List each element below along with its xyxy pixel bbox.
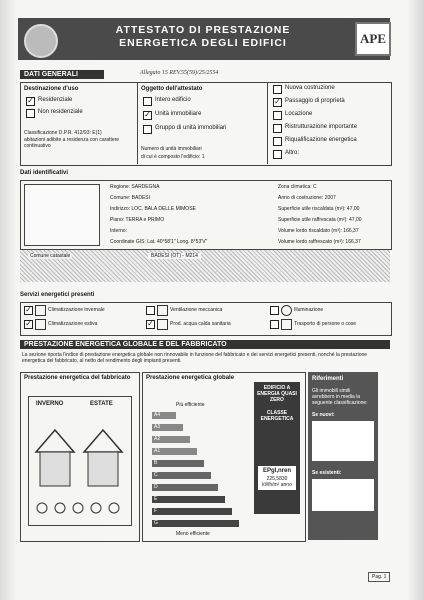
illuminazione-label: Illuminazione <box>294 307 324 313</box>
prestazione-title: PRESTAZIONE ENERGETICA GLOBALE E DEL FABBRICATO <box>20 340 390 349</box>
ape-logo: APE <box>355 22 391 56</box>
meno-efficiente-label: Meno efficiente <box>176 531 210 537</box>
classe-label: CLASSE ENERGETICA <box>260 410 294 422</box>
superficie-riscaldata: Superficie utile riscaldata (m²): 47,00 <box>278 206 360 212</box>
zona-climatica: Zona climatica: C <box>278 184 317 190</box>
oggetto-title: Oggetto dell'attestato <box>141 86 203 92</box>
header-band <box>18 18 390 60</box>
snowflake-icon <box>35 319 46 330</box>
region-logo-icon <box>24 24 58 58</box>
destinazione-title: Destinazione d'uso <box>24 86 79 92</box>
classificazione-note: abitazioni adibite a residenza con carattere continuativo <box>24 137 120 149</box>
acqua-calda-checkbox[interactable]: ✓ <box>147 319 154 328</box>
elevator-icon <box>281 319 292 330</box>
gruppo-unita-label: Gruppo di unità immobiliari <box>155 125 227 131</box>
riferimenti-text: Gli immobili simili avrebbero in media la seguente classificazione: <box>312 387 368 406</box>
locazione-label: Locazione <box>285 111 313 117</box>
piano: Piano: TERRA e PRIMO <box>110 217 165 223</box>
ristrutturazione-label: Ristrutturazione importante <box>285 124 358 130</box>
rating-faces-icon <box>37 503 119 513</box>
unita-immobiliare-label: Unità immobiliare <box>155 111 202 117</box>
classe-panel <box>254 382 300 514</box>
ventilazione-label: Ventilazione meccanica <box>170 307 223 313</box>
anno-costruzione: Anno di costruzione: 2007 <box>278 195 336 201</box>
house-pictograms <box>30 412 128 522</box>
trasporto-checkbox[interactable] <box>270 320 279 329</box>
se-nuovi-label: Se nuovi: <box>312 411 335 418</box>
servizi-title: Servizi energetici presenti <box>20 292 95 298</box>
fabbricato-title: Prestazione energetica del fabbricato <box>24 375 131 381</box>
riferimenti-title: Riferimenti <box>312 376 344 382</box>
globale-title: Prestazione energetica globale <box>146 375 235 381</box>
indirizzo: Indirizzo: LOC. BALA DELLE MIMOSE <box>110 206 196 212</box>
divider <box>137 82 138 164</box>
clim-invernale-checkbox[interactable]: ✓ <box>25 305 32 314</box>
certificate-title <box>73 24 333 50</box>
document-code: Allegato 15 REV.55(59)/25/2554 <box>140 70 219 76</box>
altro-label: Altro: <box>285 150 300 156</box>
se-esistenti-value <box>312 479 374 511</box>
residenziale-checkbox[interactable]: ✓ <box>27 96 34 105</box>
riqualificazione-checkbox[interactable] <box>273 137 282 146</box>
title-line1: ATTESTATO DI PRESTAZIONE <box>115 24 291 36</box>
title-line2: ENERGETICA DEGLI EDIFICI <box>119 37 287 49</box>
ristrutturazione-checkbox[interactable] <box>273 124 282 133</box>
passaggio-proprieta-checkbox[interactable]: ✓ <box>274 97 281 106</box>
radiator-icon <box>35 305 46 316</box>
unita-immobiliare-checkbox[interactable]: ✓ <box>144 110 151 119</box>
energy-class-bar-a4: A4 <box>152 412 176 419</box>
photo-placeholder <box>24 184 100 246</box>
energy-class-bar-d: D <box>152 484 218 491</box>
clim-estiva-label: Climatizzazione estiva <box>48 321 98 327</box>
summer-house-icon <box>84 430 122 486</box>
nuova-costruzione-checkbox[interactable] <box>273 85 282 94</box>
comune-catastale: BADESI (OT) - M214 <box>148 253 201 259</box>
edificio-label: EDIFICIO A ENERGIA QUASI ZERO <box>257 385 297 403</box>
se-esistenti-label: Se esistenti: <box>312 469 342 476</box>
ep-value: 225,5830 <box>266 475 288 482</box>
ep-unit: kWh/m² anno <box>262 481 292 488</box>
dati-generali-title: DATI GENERALI <box>20 70 104 79</box>
riferimenti-panel <box>308 372 378 540</box>
residenziale-label: Residenziale <box>38 97 73 103</box>
altro-checkbox[interactable] <box>273 150 282 159</box>
se-nuovi-value <box>312 421 374 461</box>
passaggio-proprieta-label: Passaggio di proprietà <box>285 98 345 104</box>
energy-class-bar-f: F <box>152 508 232 515</box>
gruppo-unita-checkbox[interactable] <box>143 125 152 134</box>
volume-riscaldato: Volume lordo riscaldato (m³): 166,37 <box>278 228 359 234</box>
fan-icon <box>157 305 168 316</box>
catasto-grid <box>20 250 390 282</box>
acqua-calda-label: Prod. acqua calda sanitaria <box>170 321 231 327</box>
comune: Comune: BADESI <box>110 195 151 201</box>
volume-raffrescato: Volume lordo raffrescato (m³): 166,37 <box>278 239 361 245</box>
non-residenziale-checkbox[interactable] <box>26 109 35 118</box>
numero-unita2: di cui è composto l'edificio: 1 <box>141 154 205 160</box>
numero-unita: Numero di unità immobiliari <box>141 146 202 152</box>
piu-efficiente-label: Più efficiente <box>176 402 205 408</box>
coordinate: Coordinate GIS: Lat. 40°58'1" Long. 8°53'V" <box>110 239 208 245</box>
nuova-costruzione-label: Nuova costruzione <box>285 85 335 91</box>
energy-class-bar-a3: A3 <box>152 424 183 431</box>
illuminazione-checkbox[interactable] <box>270 306 279 315</box>
locazione-checkbox[interactable] <box>273 111 282 120</box>
energy-class-bar-g: G <box>152 520 239 527</box>
dati-identificativi-title: Dati identificativi <box>20 170 69 176</box>
intero-edificio-checkbox[interactable] <box>143 97 152 106</box>
energy-class-bar-a2: A2 <box>152 436 190 443</box>
trasporto-label: Trasporto di persone o cose <box>294 321 357 327</box>
prestazione-intro: La sezione riporta l'indice di prestazione energetica globale non rinnovabile in funzione del fabbricato e dei servizi energetici presenti, nonché la prestazione energetica del fabbricato, al netto del rendimento degli impianti presenti. <box>22 352 368 364</box>
catasto-label: Comune catastale <box>30 253 71 259</box>
energy-class-bar-b: B <box>152 460 204 467</box>
energy-class-bar-e: E <box>152 496 225 503</box>
classificazione: Classificazione D.P.R. 412/93: E(1) <box>24 130 102 136</box>
ep-label: EPgl,nren <box>262 468 291 474</box>
ventilazione-checkbox[interactable] <box>146 306 155 315</box>
regione: Regione: SARDEGNA <box>110 184 160 190</box>
lightbulb-icon <box>281 305 292 316</box>
water-tap-icon <box>157 319 168 330</box>
energy-class-bar-c: C <box>152 472 211 479</box>
page-number: Pag. 1 <box>368 572 390 582</box>
inverno-label: INVERNO <box>36 401 64 407</box>
divider <box>267 82 268 164</box>
interno: Interno: <box>110 228 127 234</box>
clim-invernale-label: Climatizzazione invernale <box>48 307 105 313</box>
estate-label: ESTATE <box>90 401 113 407</box>
non-residenziale-label: Non residenziale <box>38 109 83 115</box>
intero-edificio-label: Intero edificio <box>155 97 191 103</box>
winter-house-icon <box>36 430 74 486</box>
energy-class-bar-a1: A1 <box>152 448 197 455</box>
superficie-raffrescata: Superficie utile raffrescata (m²): 47,00 <box>278 217 362 223</box>
riqualificazione-label: Riqualificazione energetica <box>285 137 357 143</box>
clim-estiva-checkbox[interactable]: ✓ <box>25 319 32 328</box>
